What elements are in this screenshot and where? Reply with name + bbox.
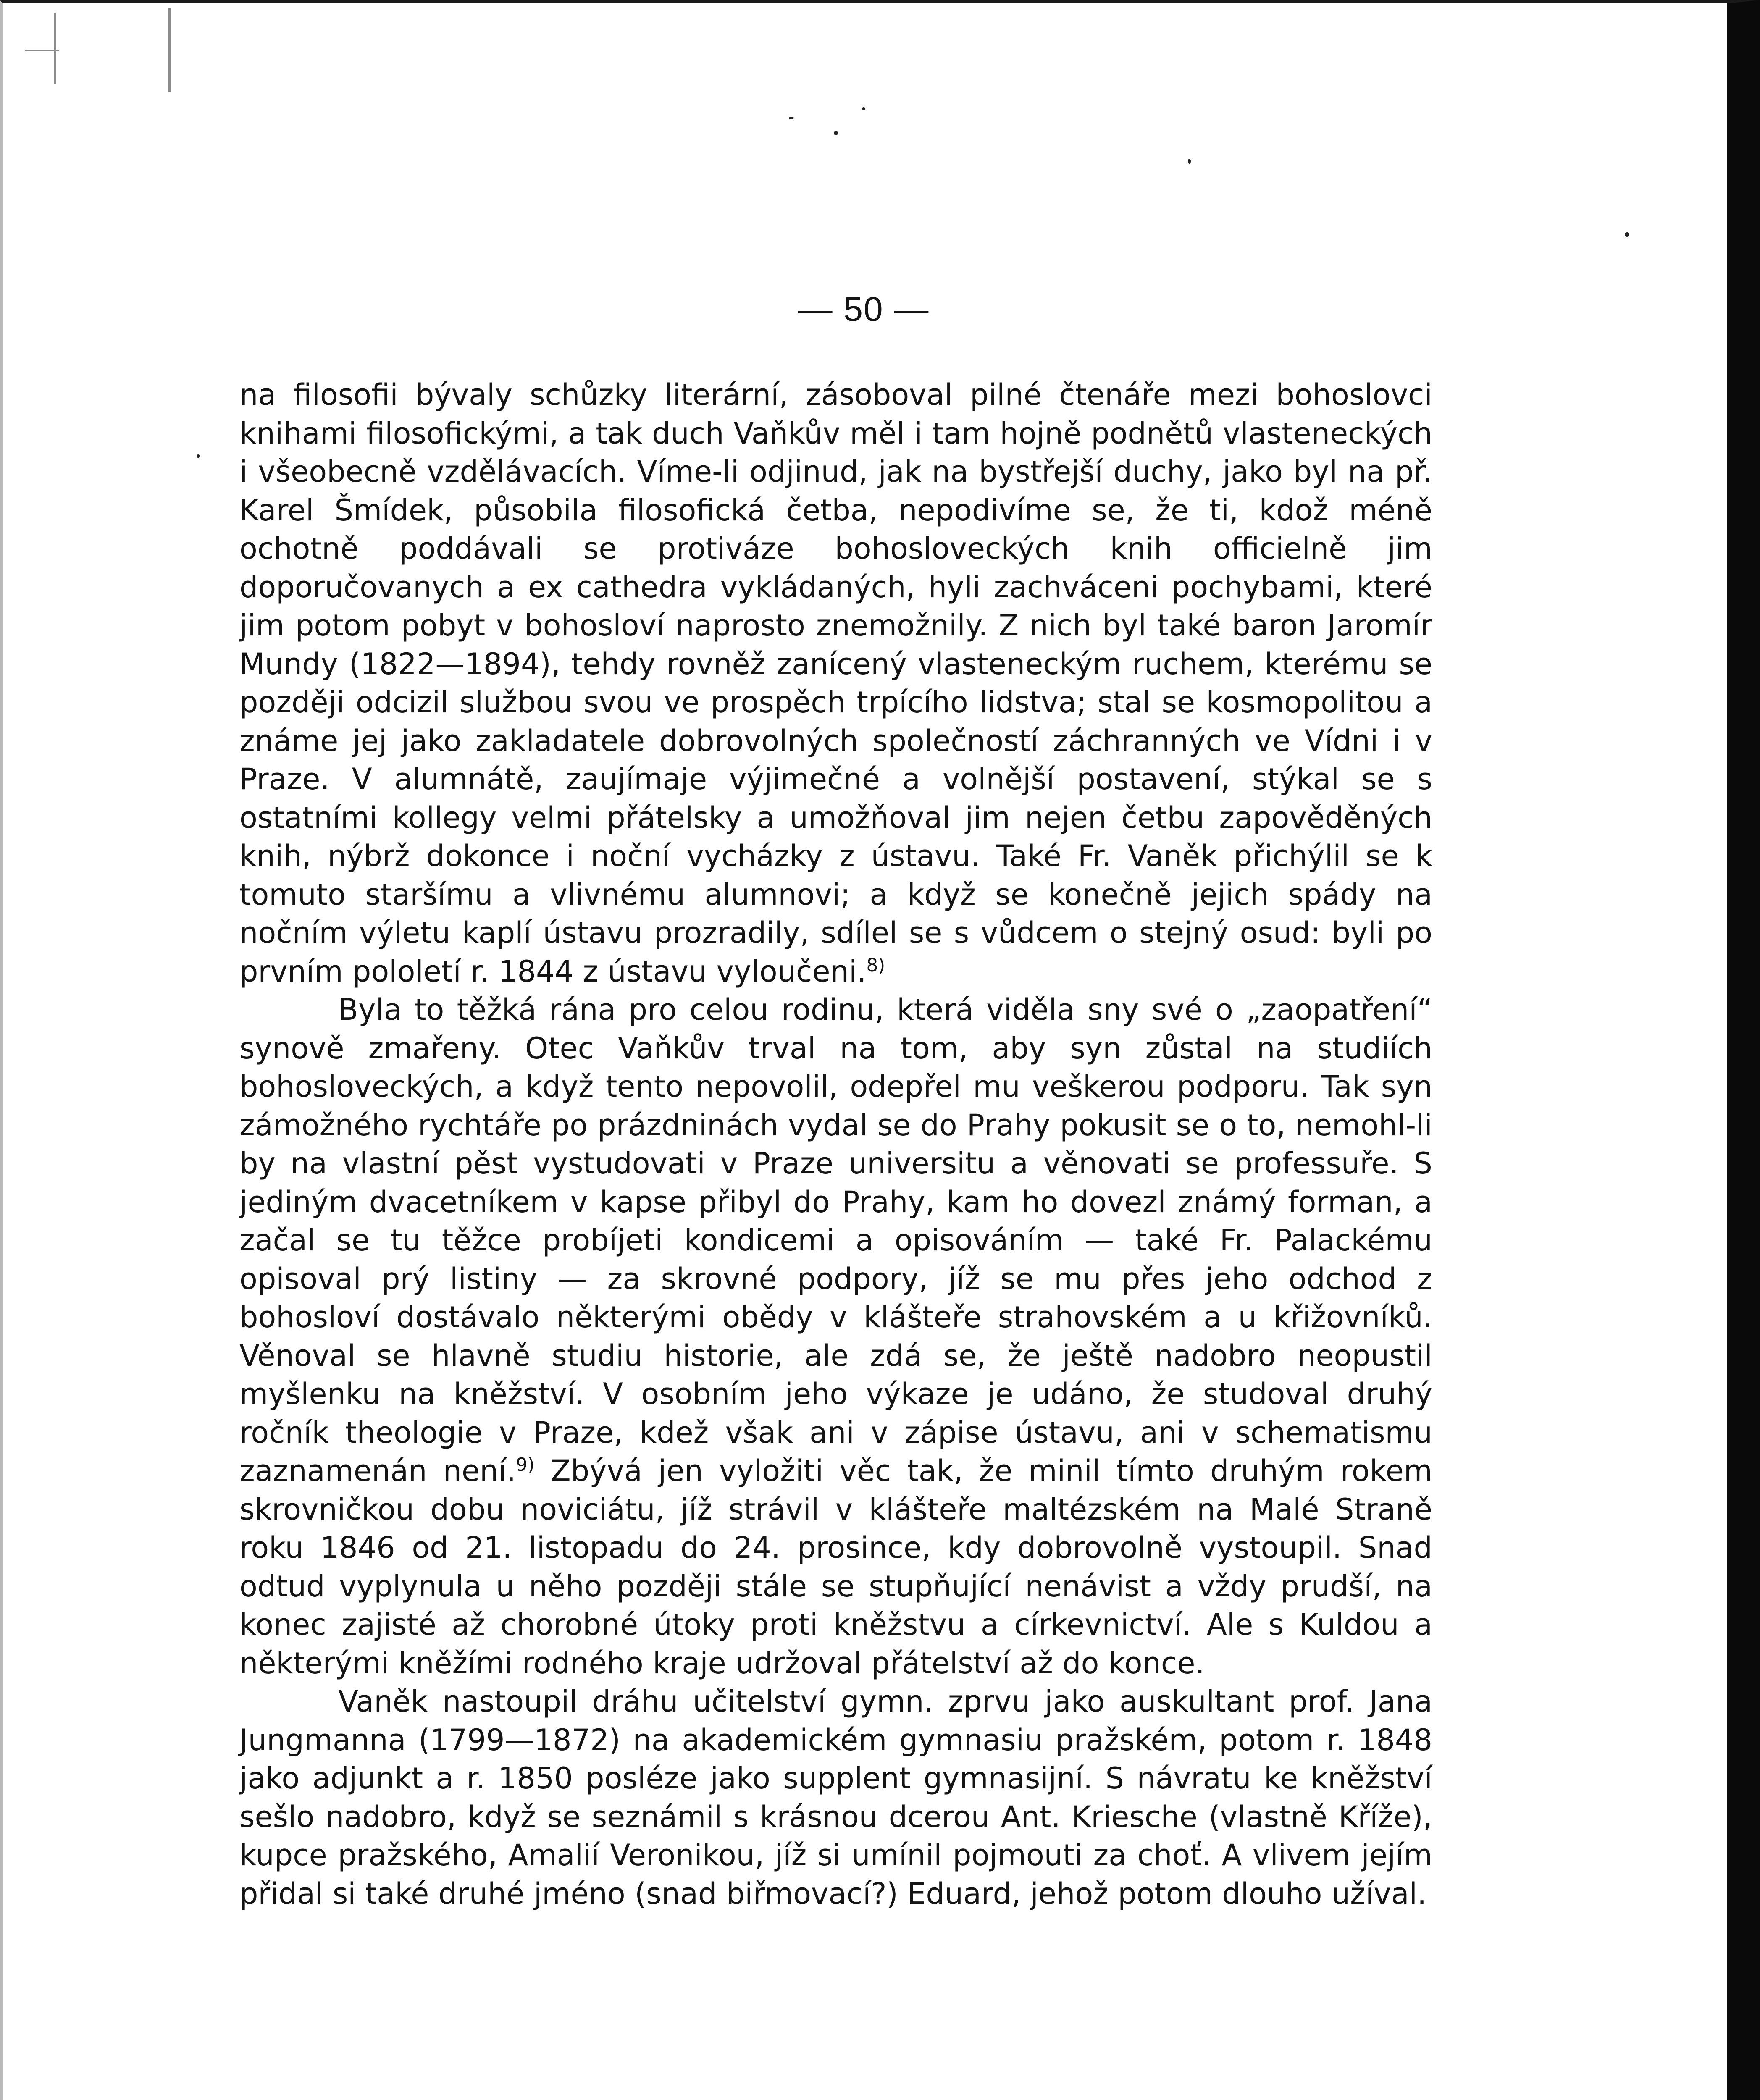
ink-speck: [1625, 232, 1629, 237]
margin-mark: [168, 8, 171, 92]
page-number: — 50 —: [798, 290, 930, 328]
footnote-ref: 8): [866, 955, 885, 976]
ink-speck: [789, 117, 794, 119]
body-text: [239, 376, 1432, 1913]
paragraph-text: Vaněk nastoupil dráhu učitelství gymn. zprvu jako auskultant prof. Jana Jungmanna (1799—1872) na akademickém gymnasiu pražském, potom r. 1848 jako adjunkt a r. 1850 posléze jako supplent gymnasijní. S návratu ke kněžství sešlo nadobro, když se seznámil s krásnou dcerou Ant. Kriesche (vlastně Kříže), kupce pražského, Amalií Veronikou, jíž si umínil pojmouti za choť. A vlivem jejím přidal si také druhé jméno (snad biřmovací?) Eduard, jehož potom dlouho užíval.: [239, 1684, 1432, 1911]
paragraph-text: na filosofii bývaly schůzky literární, zásoboval pilné čtenáře mezi bohoslovci knihami filosofickými, a tak duch Vaňkův měl i tam hojně podnětů vlasteneckých i všeobecně vzdělávacích. Víme-li odjinud, jak na bystřejší duchy, jako byl na př. Karel Šmídek, působila filosofická četba, nepodivíme se, že ti, kdož méně ochotně poddávali se protiváze bohosloveckých knih officielně jim doporučovanych a ex cathedra vykládaných, hyli zachváceni pochybami, které jim potom pobyt v bohosloví naprosto znemožnily. Z nich byl také baron Jaromír Mundy (1822—1894), tehdy rovněž zanícený vlasteneckým ruchem, kterému se později odcizil službou svou ve prospěch trpícího lidstva; stal se kosmopolitou a známe jej jako zakladatele dobrovolných společností záchranných ve Vídni i v Praze. V alumnátě, zaujímaje výjimečné a volnější postavení, stýkal se s ostatními kollegy velmi přátelsky a umožňoval jim nejen četbu zapověděných knih, nýbrž dokonce i noční vycházky z ústavu. Také Fr. Vaněk přichýlil se k tomuto staršímu a vlivnému alumnovi; a když se konečně jejich spády na nočním výletu kaplí ústavu prozradily, sdílel se s vůdcem o stejný osud: byli po prvním pololetí r. 1844 z ústavu vyloučeni.: [239, 378, 1432, 989]
footnote-ref: 9): [516, 1454, 535, 1476]
paragraph-text-continued: Zbývá jen vyložiti věc tak, že minil tímto druhým rokem skrovničkou dobu noviciátu, jíž strávil v klášteře maltézském na Malé Straně roku 1846 od 21. listopadu do 24. prosince, kdy dobrovolně vystoupil. Snad odtud vyplynula u něho později stále se stupňující nenávist a vždy prudší, na konec zajisté až chorobné útoky proti kněžstvu a církevnictví. Ale s Kuldou a některými kněžími rodného kraje udržoval přátelství až do konce.: [239, 1454, 1432, 1680]
paragraph-text: Byla to těžká rána pro celou rodinu, která viděla sny své o „zaopatření“ synově zmařeny. Otec Vaňkův trval na tom, aby syn zůstal na studiích bohosloveckých, a když tento nepovolil, odepřel mu veškerou podporu. Tak syn zámožného rychtáře po prázdninách vydal se do Prahy pokusit se o to, nemohl-li by na vlastní pěst vystudovati v Praze universitu a věnovati se professuře. S jediným dvacetníkem v kapse přibyl do Prahy, kam ho dovezl známý forman, a začal se tu těžce probíjeti kondicemi a opisováním — také Fr. Palackému opisoval prý listiny — za skrovné podpory, jíž se mu přes jeho odchod z bohosloví dostávalo některými obědy v klášteře strahovském a u křižovníků. Věnoval se hlavně studiu historie, ale zdá se, že ještě nadobro neopustil myšlenku na kněžství. V osobním jeho výkaze je udáno, že studoval druhý ročník theologie v Praze, kdež však ani v zápise ústavu, ani v schematismu zaznamenán není.: [239, 992, 1432, 1488]
ink-speck: [197, 454, 200, 458]
margin-mark: [54, 13, 56, 84]
paragraph-3: [239, 1683, 1432, 1913]
ink-speck: [862, 107, 865, 110]
ink-speck: [1188, 159, 1191, 164]
paragraph-2: [239, 991, 1432, 1683]
paragraph-1: [239, 376, 1432, 991]
margin-mark: [25, 50, 59, 51]
ink-speck: [834, 131, 838, 135]
